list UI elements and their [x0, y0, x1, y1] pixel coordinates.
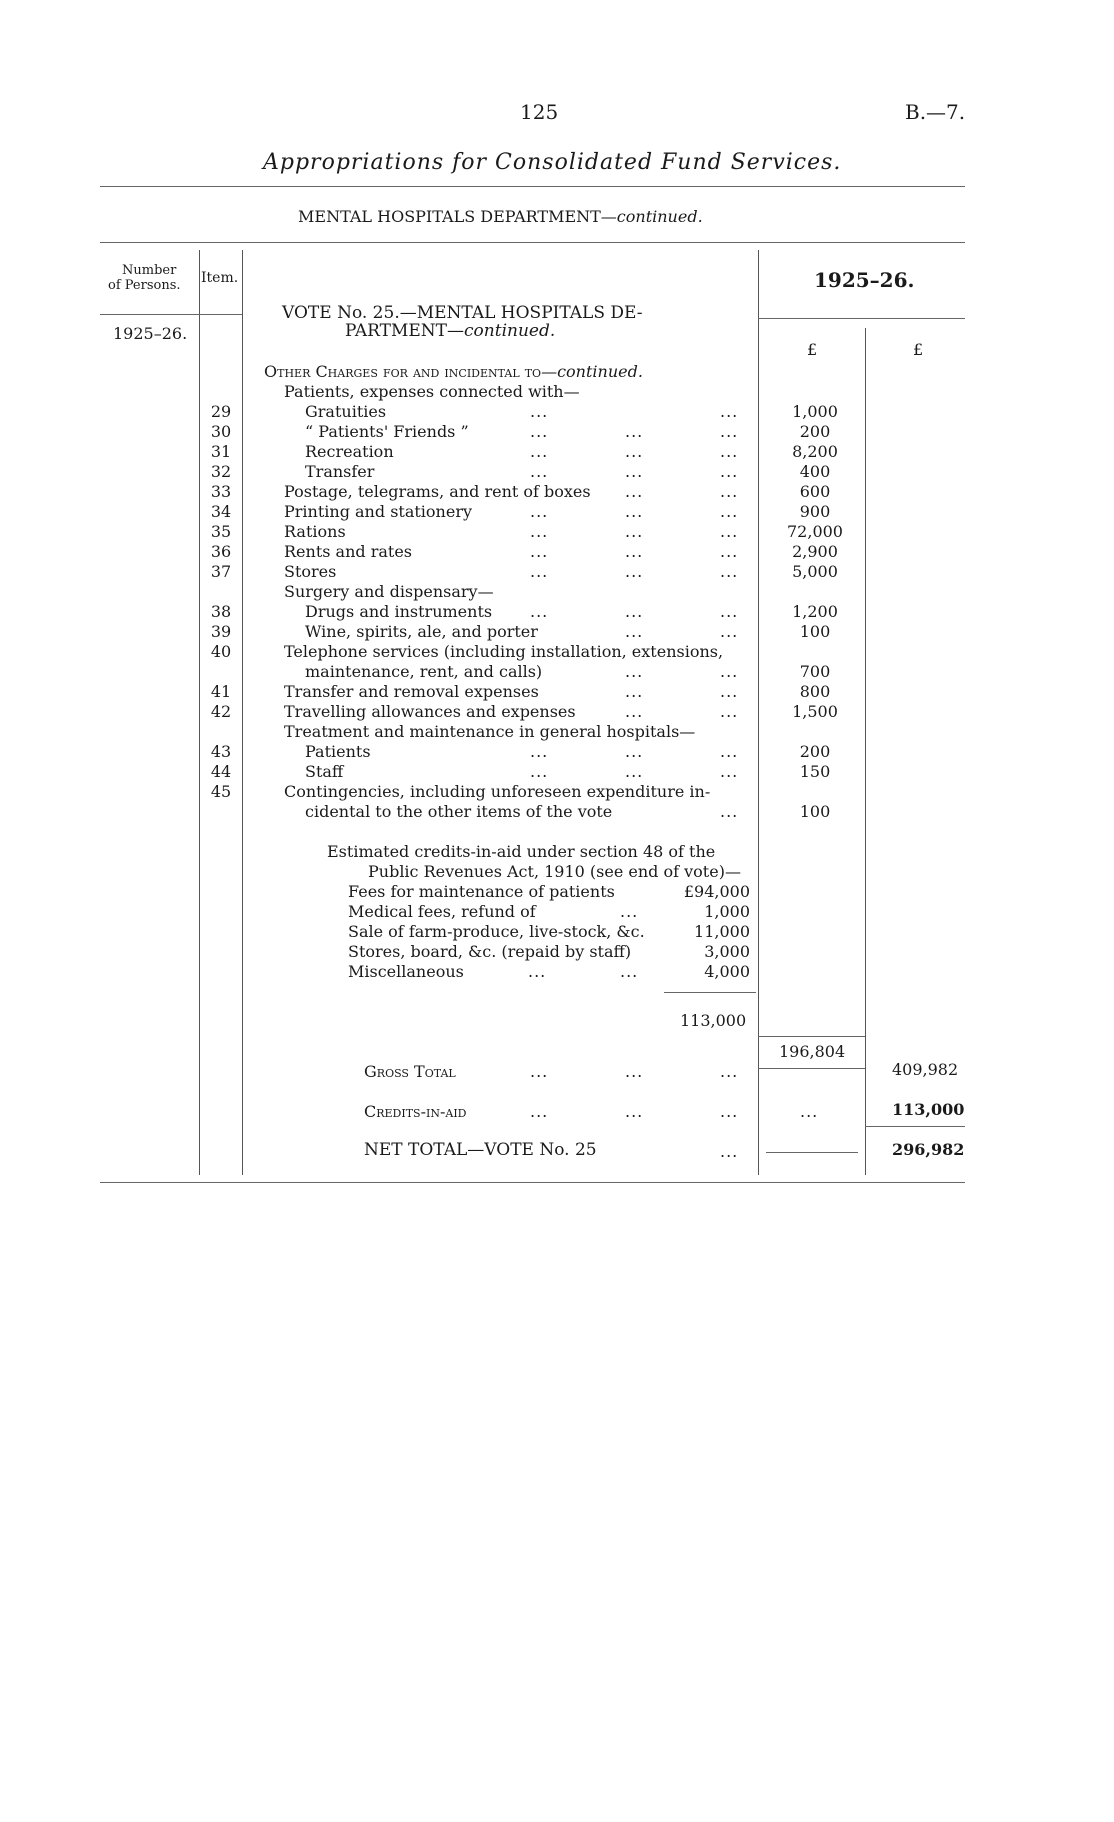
item-number: 45 — [210, 782, 232, 801]
item-label: Printing and stationery — [284, 502, 473, 521]
item-row — [0, 402, 1114, 422]
item-amount: 100 — [799, 802, 831, 821]
item-amount: 800 — [799, 682, 831, 701]
gross-total-label: Gross Total — [364, 1062, 456, 1081]
department-continued: —continued. — [600, 207, 703, 226]
item-amount: 700 — [799, 662, 831, 681]
item-amount: 2,900 — [792, 542, 838, 561]
leader-dots: ... — [625, 602, 644, 621]
item-amount: 400 — [799, 462, 831, 481]
item-amount: 200 — [799, 422, 831, 441]
credit-row — [0, 882, 1114, 902]
vote-heading-line2 — [345, 321, 555, 341]
leader-dots: ... — [530, 542, 549, 561]
item-label: cidental to the other items of the vote — [305, 802, 613, 821]
credit-value: £94,000 — [683, 882, 750, 901]
leader-dots: ... — [720, 662, 739, 681]
leader-dots: ... — [528, 962, 547, 981]
subtotal-top-rule — [758, 1036, 865, 1037]
document-reference: B.—7. — [905, 100, 966, 124]
item-row — [0, 682, 1114, 702]
item-number: 37 — [210, 562, 232, 581]
item-amount: 1,200 — [792, 602, 838, 621]
table-top-rule — [100, 242, 965, 243]
leader-dots: ... — [625, 762, 644, 781]
leader-dots: ... — [720, 502, 739, 521]
gross-total-value: 409,982 — [892, 1060, 959, 1079]
persons-header-rule — [100, 314, 242, 315]
item-number: 30 — [210, 422, 232, 441]
leader-dots: ... — [720, 402, 739, 421]
credit-row — [0, 962, 1114, 982]
item-label: Gratuities — [305, 402, 387, 421]
leader-dots: ... — [720, 422, 739, 441]
item-label: Patients — [305, 742, 371, 761]
net-total-rule — [766, 1152, 858, 1153]
leader-dots: ... — [625, 662, 644, 681]
item-number: 34 — [210, 502, 232, 521]
item-label: Rents and rates — [284, 542, 413, 561]
item-row — [0, 542, 1114, 562]
leader-dots: ... — [625, 682, 644, 701]
item-row — [0, 662, 1114, 682]
leader-dots: ... — [720, 442, 739, 461]
credits-in-aid-dots: ... — [800, 1102, 819, 1121]
leader-dots: ... — [620, 962, 639, 981]
leader-dots: ... — [530, 522, 549, 541]
item-label: Transfer and removal expenses — [284, 682, 539, 701]
credit-label: Medical fees, refund of — [348, 902, 536, 921]
leader-dots: ... — [720, 602, 739, 621]
currency-left: £ — [807, 340, 818, 359]
leader-dots: ... — [720, 482, 739, 501]
item-row — [0, 622, 1114, 642]
persons-header-line1: Number — [122, 263, 177, 278]
leader-dots: ... — [625, 542, 644, 561]
item-row — [0, 562, 1114, 582]
item-amount: 150 — [799, 762, 831, 781]
credits-rule — [865, 1126, 965, 1127]
item-label: Surgery and dispensary— — [284, 582, 494, 601]
leader-dots: ... — [720, 462, 739, 481]
item-row — [0, 642, 1114, 662]
leader-dots: ... — [720, 542, 739, 561]
credit-value: 11,000 — [694, 922, 750, 941]
item-amount: 600 — [799, 482, 831, 501]
credits-heading-line2: Public Revenues Act, 1910 (see end of vote)— — [368, 862, 741, 881]
leader-dots: ... — [625, 742, 644, 761]
table-bottom-rule — [100, 1182, 965, 1183]
section-heading-continued: —continued. — [541, 362, 643, 381]
credit-row — [0, 902, 1114, 922]
leader-dots: ... — [720, 702, 739, 721]
leader-dots: ... — [625, 442, 644, 461]
leader-dots: ... — [720, 762, 739, 781]
item-row — [0, 582, 1114, 602]
page-number: 125 — [520, 100, 559, 124]
item-amount: 1,500 — [792, 702, 838, 721]
leader-dots: ... — [720, 1142, 739, 1161]
item-label: “ Patients' Friends ” — [305, 422, 469, 441]
item-amount: 5,000 — [792, 562, 838, 581]
item-row — [0, 442, 1114, 462]
leader-dots: ... — [625, 462, 644, 481]
item-amount: 100 — [799, 622, 831, 641]
leader-dots: ... — [625, 1102, 644, 1121]
leader-dots: ... — [530, 562, 549, 581]
amount-year-header: 1925–26. — [814, 268, 915, 292]
item-label: Treatment and maintenance in general hospitals— — [284, 722, 696, 741]
credit-label: Fees for maintenance of patients — [348, 882, 615, 901]
persons-header-line2: of Persons. — [108, 278, 181, 293]
credits-sum-rule — [664, 992, 756, 993]
leader-dots: ... — [625, 1062, 644, 1081]
leader-dots: ... — [720, 522, 739, 541]
item-number: 32 — [210, 462, 232, 481]
net-total-label: NET TOTAL—VOTE No. 25 — [364, 1140, 597, 1160]
currency-right: £ — [913, 340, 924, 359]
item-amount: 1,000 — [792, 402, 838, 421]
leader-dots: ... — [530, 502, 549, 521]
item-number: 40 — [210, 642, 232, 661]
item-row — [0, 782, 1114, 802]
item-label: Contingencies, including unforeseen expenditure in- — [284, 782, 711, 801]
leader-dots: ... — [530, 602, 549, 621]
leader-dots: ... — [530, 442, 549, 461]
subtotal-value: 196,804 — [779, 1042, 846, 1061]
item-number: 39 — [210, 622, 232, 641]
leader-dots: ... — [625, 482, 644, 501]
amount-header-rule — [758, 318, 965, 319]
department-heading — [298, 207, 703, 226]
item-row — [0, 742, 1114, 762]
item-header: Item. — [201, 270, 239, 286]
credits-heading-line1: Estimated credits-in-aid under section 48 of the — [327, 842, 716, 861]
credits-in-aid-value: 113,000 — [892, 1100, 965, 1119]
net-total-value: 296,982 — [892, 1140, 965, 1159]
leader-dots: ... — [720, 1062, 739, 1081]
item-number: 41 — [210, 682, 232, 701]
leader-dots: ... — [530, 1102, 549, 1121]
credit-value: 1,000 — [704, 902, 750, 921]
leader-dots: ... — [625, 422, 644, 441]
leader-dots: ... — [720, 802, 739, 821]
item-label: Staff — [305, 762, 344, 781]
persons-year: 1925–26. — [113, 324, 188, 343]
title-rule — [100, 186, 965, 187]
section-heading-text: Other Charges for and incidental to — [264, 362, 542, 381]
item-row — [0, 482, 1114, 502]
item-row — [0, 602, 1114, 622]
item-row — [0, 802, 1114, 822]
leader-dots: ... — [720, 1102, 739, 1121]
vote-heading-dept: PARTMENT — [345, 321, 448, 341]
item-number: 44 — [210, 762, 232, 781]
item-number: 38 — [210, 602, 232, 621]
leader-dots: ... — [530, 462, 549, 481]
item-number: 33 — [210, 482, 232, 501]
item-amount: 8,200 — [792, 442, 838, 461]
leader-dots: ... — [620, 902, 639, 921]
leader-dots: ... — [625, 562, 644, 581]
item-row — [0, 422, 1114, 442]
item-label: Postage, telegrams, and rent of boxes — [284, 482, 591, 501]
patients-heading: Patients, expenses connected with— — [284, 382, 580, 401]
section-heading — [264, 362, 643, 381]
item-label: Transfer — [305, 462, 375, 481]
page-title: Appropriations for Consolidated Fund Services. — [263, 150, 842, 175]
leader-dots: ... — [625, 522, 644, 541]
item-label: maintenance, rent, and calls) — [305, 662, 543, 681]
item-label: Stores — [284, 562, 337, 581]
item-label: Wine, spirits, ale, and porter — [305, 622, 538, 641]
item-number: 29 — [210, 402, 232, 421]
item-number: 35 — [210, 522, 232, 541]
vote-heading-continued: —continued. — [447, 321, 556, 341]
item-label: Travelling allowances and expenses — [284, 702, 576, 721]
leader-dots: ... — [720, 742, 739, 761]
department-name: MENTAL HOSPITALS DEPARTMENT — [298, 207, 601, 226]
credit-row — [0, 942, 1114, 962]
leader-dots: ... — [530, 422, 549, 441]
item-row — [0, 762, 1114, 782]
item-row — [0, 702, 1114, 722]
item-label: Rations — [284, 522, 346, 541]
leader-dots: ... — [625, 702, 644, 721]
item-amount: 200 — [799, 742, 831, 761]
item-amount: 900 — [799, 502, 831, 521]
credit-label: Sale of farm-produce, live-stock, &c. — [348, 922, 645, 941]
credits-total: 113,000 — [680, 1011, 747, 1030]
credits-in-aid-label: Credits-in-aid — [364, 1102, 467, 1121]
leader-dots: ... — [720, 622, 739, 641]
leader-dots: ... — [720, 682, 739, 701]
item-label: Recreation — [305, 442, 394, 461]
item-label: Telephone services (including installation, extensions, — [284, 642, 724, 661]
leader-dots: ... — [530, 742, 549, 761]
item-label: Drugs and instruments — [305, 602, 493, 621]
credit-value: 4,000 — [704, 962, 750, 981]
item-number: 36 — [210, 542, 232, 561]
item-row — [0, 722, 1114, 742]
subtotal-bottom-rule — [758, 1068, 865, 1069]
credit-label: Stores, board, &c. (repaid by staff) — [348, 942, 632, 961]
item-number: 43 — [210, 742, 232, 761]
credit-value: 3,000 — [704, 942, 750, 961]
leader-dots: ... — [530, 402, 549, 421]
item-row — [0, 522, 1114, 542]
item-number: 31 — [210, 442, 232, 461]
item-row — [0, 462, 1114, 482]
item-row — [0, 502, 1114, 522]
leader-dots: ... — [625, 502, 644, 521]
leader-dots: ... — [530, 762, 549, 781]
credit-row — [0, 922, 1114, 942]
leader-dots: ... — [530, 1062, 549, 1081]
item-number: 42 — [210, 702, 232, 721]
credit-label: Miscellaneous — [348, 962, 464, 981]
item-amount: 72,000 — [787, 522, 843, 541]
vote-heading-line1: VOTE No. 25.—MENTAL HOSPITALS DE- — [282, 303, 643, 323]
leader-dots: ... — [625, 622, 644, 641]
leader-dots: ... — [720, 562, 739, 581]
